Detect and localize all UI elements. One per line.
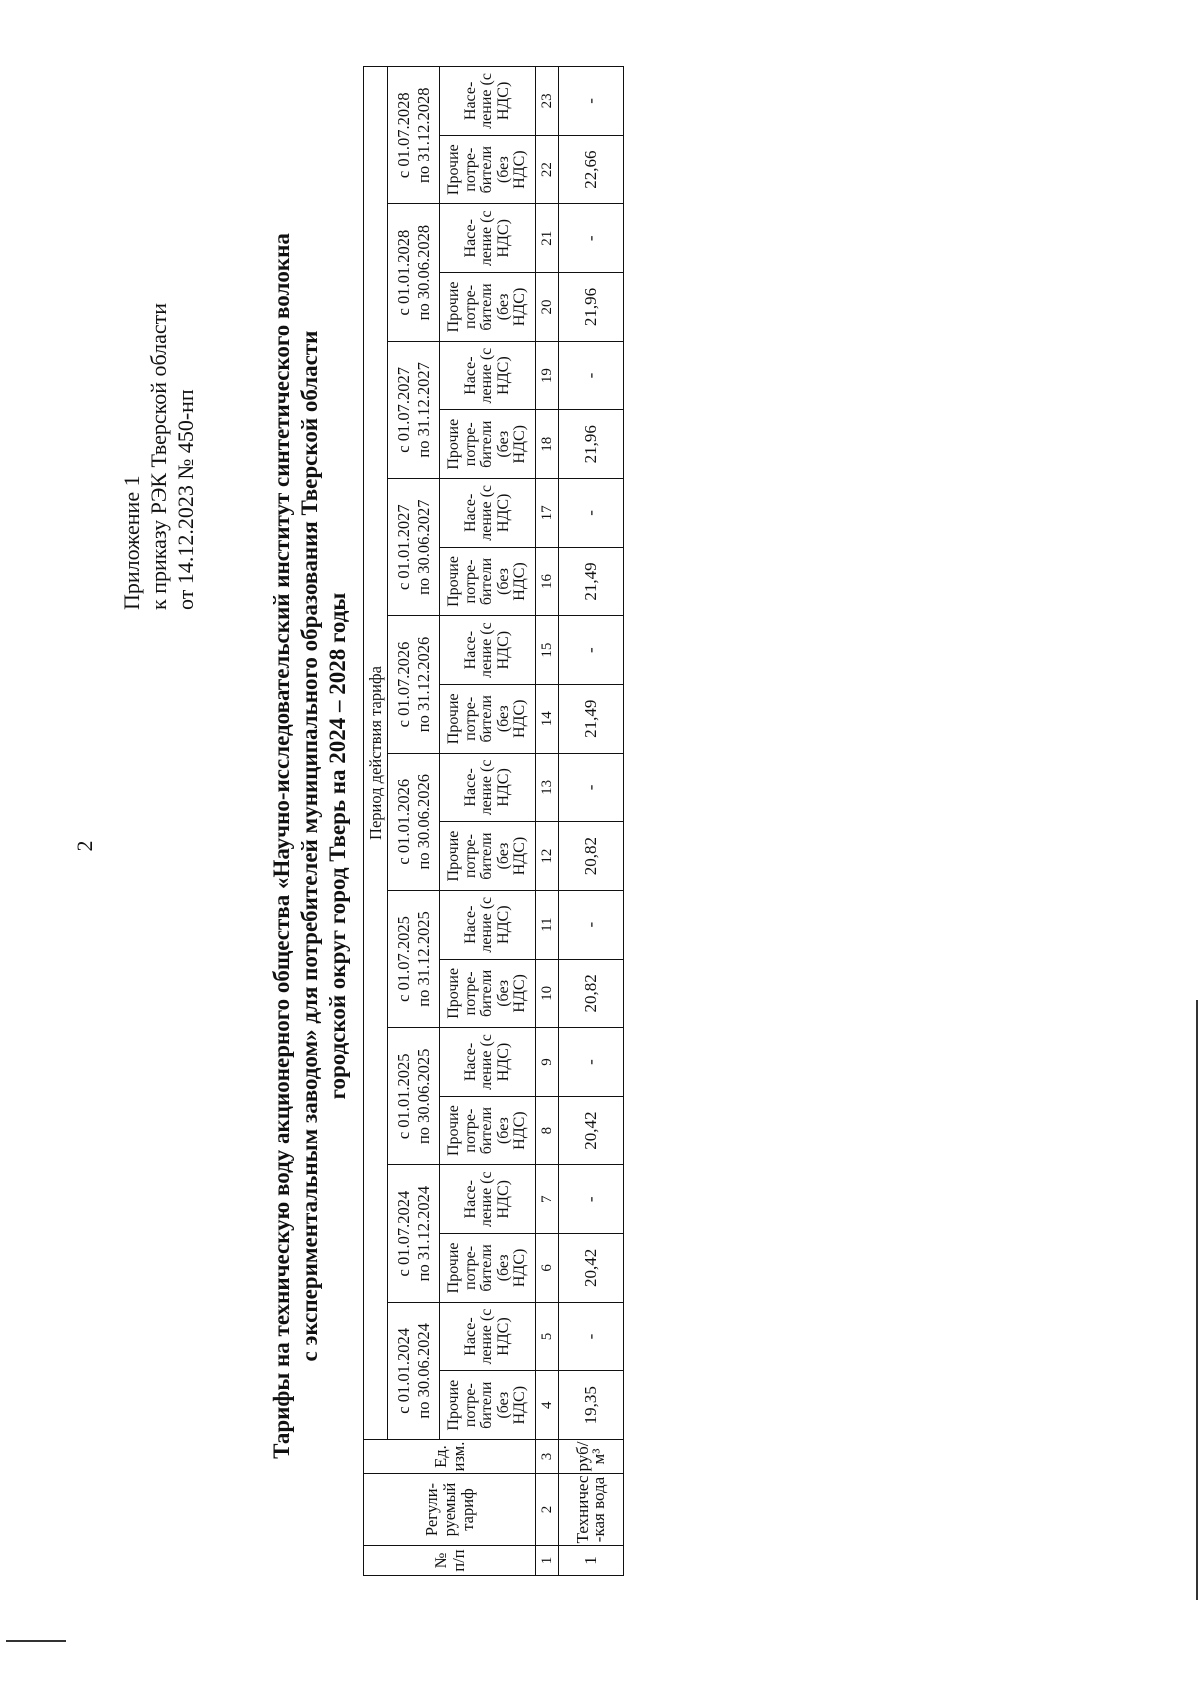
period-from: с 01.01.2026 xyxy=(393,778,413,865)
column-number: 18 xyxy=(536,410,559,479)
tariff-value: - xyxy=(559,753,624,822)
period-cell xyxy=(388,479,440,616)
tariff-value: - xyxy=(559,341,624,410)
header-row xyxy=(364,67,388,1576)
column-number: 9 xyxy=(536,1028,559,1097)
header-tariff: Регули-руемый тариф xyxy=(364,1474,536,1546)
row-tariff: Техничес-кая вода xyxy=(559,1474,624,1546)
column-number: 21 xyxy=(536,204,559,273)
period-from: с 01.07.2026 xyxy=(393,641,413,728)
period-from: с 01.01.2027 xyxy=(393,504,413,591)
tariff-value: 20,82 xyxy=(559,959,624,1028)
column-number: 10 xyxy=(536,959,559,1028)
period-row xyxy=(388,67,440,1576)
period-cell xyxy=(388,616,440,753)
period-to: по 30.06.2026 xyxy=(413,774,433,870)
consumer-row xyxy=(440,67,536,1576)
appendix-block xyxy=(118,190,199,610)
period-to: по 31.12.2027 xyxy=(413,362,433,458)
period-from: с 01.07.2028 xyxy=(393,92,413,179)
period-from: с 01.01.2025 xyxy=(393,1053,413,1140)
header-num: № п/п xyxy=(364,1546,536,1576)
period-cell xyxy=(388,341,440,478)
period-to: по 30.06.2028 xyxy=(413,224,433,321)
consumer-other: Прочие потре-бители (без НДС) xyxy=(440,410,536,479)
tariff-table xyxy=(363,66,624,1576)
header-period: Период действия тарифа xyxy=(364,67,388,1440)
consumer-population: Насе-ление (с НДС) xyxy=(440,1302,536,1371)
consumer-population: Насе-ление (с НДС) xyxy=(440,204,536,273)
period-cell xyxy=(388,67,440,204)
period-to: по 31.12.2024 xyxy=(413,1185,433,1282)
title-line: городской округ город Тверь на 2024 – 2028 годы xyxy=(325,592,350,1100)
row-unit: руб/м³ xyxy=(559,1440,624,1474)
column-number: 19 xyxy=(536,341,559,410)
tariff-value: 21,96 xyxy=(559,410,624,479)
column-number: 6 xyxy=(536,1234,559,1303)
tariff-value: 21,49 xyxy=(559,684,624,753)
period-to: по 31.12.2025 xyxy=(413,911,433,1007)
header-unit: Ед. изм. xyxy=(364,1440,536,1474)
period-to: по 30.06.2024 xyxy=(413,1323,433,1419)
column-number: 3 xyxy=(536,1440,559,1474)
tariff-value: 22,66 xyxy=(559,135,624,204)
appendix-line: от 14.12.2023 № 450-нп xyxy=(173,389,198,610)
consumer-other: Прочие потре-бители (без НДС) xyxy=(440,822,536,891)
period-cell xyxy=(388,1028,440,1165)
consumer-other: Прочие потре-бители (без НДС) xyxy=(440,1234,536,1303)
period-cell xyxy=(388,890,440,1027)
period-to: по 31.12.2026 xyxy=(413,636,433,733)
column-number: 16 xyxy=(536,547,559,616)
column-number: 7 xyxy=(536,1165,559,1234)
period-cell xyxy=(388,1302,440,1439)
period-cell xyxy=(388,753,440,890)
column-number: 8 xyxy=(536,1096,559,1165)
period-to: по 31.12.2028 xyxy=(413,87,433,183)
consumer-population: Насе-ление (с НДС) xyxy=(440,1028,536,1097)
consumer-population: Насе-ление (с НДС) xyxy=(440,479,536,548)
tariff-value: 21,96 xyxy=(559,273,624,342)
consumer-population: Насе-ление (с НДС) xyxy=(440,67,536,136)
consumer-population: Насе-ление (с НДС) xyxy=(440,616,536,685)
period-cell xyxy=(388,204,440,341)
tariff-value: 21,49 xyxy=(559,547,624,616)
title-line: с экспериментальным заводом» для потребителей муниципального образования Тверской области xyxy=(297,330,322,1362)
tariff-value: 20,82 xyxy=(559,822,624,891)
table-row xyxy=(559,67,624,1576)
column-number: 1 xyxy=(536,1546,559,1576)
column-number: 13 xyxy=(536,753,559,822)
period-to: по 30.06.2025 xyxy=(413,1048,433,1145)
column-number: 14 xyxy=(536,684,559,753)
column-number: 23 xyxy=(536,67,559,136)
tariff-value: - xyxy=(559,616,624,685)
consumer-other: Прочие потре-бители (без НДС) xyxy=(440,1371,536,1440)
appendix-line: к приказу РЭК Тверской области xyxy=(146,302,171,610)
consumer-population: Насе-ление (с НДС) xyxy=(440,1165,536,1234)
consumer-other: Прочие потре-бители (без НДС) xyxy=(440,547,536,616)
tariff-value: - xyxy=(559,890,624,959)
tariff-value: - xyxy=(559,479,624,548)
column-number: 22 xyxy=(536,135,559,204)
column-number: 11 xyxy=(536,890,559,959)
period-from: с 01.01.2024 xyxy=(393,1328,413,1414)
consumer-population: Насе-ление (с НДС) xyxy=(440,753,536,822)
column-number: 15 xyxy=(536,616,559,685)
period-from: с 01.07.2027 xyxy=(393,367,413,453)
title-line: Тарифы на техническую воду акционерного общества «Научно-исследовательский институт синтетического волокна xyxy=(269,233,294,1459)
tariff-value: - xyxy=(559,1165,624,1234)
period-from: с 01.07.2024 xyxy=(393,1190,413,1277)
consumer-other: Прочие потре-бители (без НДС) xyxy=(440,684,536,753)
period-from: с 01.01.2028 xyxy=(393,229,413,316)
row-num: 1 xyxy=(559,1546,624,1576)
column-number: 17 xyxy=(536,479,559,548)
tariff-value: 20,42 xyxy=(559,1234,624,1303)
tariff-value: - xyxy=(559,204,624,273)
consumer-other: Прочие потре-бители (без НДС) xyxy=(440,959,536,1028)
consumer-other: Прочие потре-бители (без НДС) xyxy=(440,135,536,204)
document-title xyxy=(268,196,352,1496)
column-number: 4 xyxy=(536,1371,559,1440)
column-number: 5 xyxy=(536,1302,559,1371)
tariff-value: - xyxy=(559,67,624,136)
consumer-population: Насе-ление (с НДС) xyxy=(440,341,536,410)
period-from: с 01.07.2025 xyxy=(393,916,413,1002)
period-cell xyxy=(388,1165,440,1302)
consumer-other: Прочие потре-бители (без НДС) xyxy=(440,273,536,342)
consumer-population: Насе-ление (с НДС) xyxy=(440,890,536,959)
page-number: 2 xyxy=(72,840,97,852)
tariff-value: 20,42 xyxy=(559,1096,624,1165)
period-to: по 30.06.2027 xyxy=(413,499,433,595)
tariff-value: 19,35 xyxy=(559,1371,624,1440)
column-number-row xyxy=(536,67,559,1576)
column-number: 12 xyxy=(536,822,559,891)
appendix-line: Приложение 1 xyxy=(119,475,144,610)
tariff-value: - xyxy=(559,1028,624,1097)
tariff-value: - xyxy=(559,1302,624,1371)
column-number: 20 xyxy=(536,273,559,342)
column-number: 2 xyxy=(536,1474,559,1546)
consumer-other: Прочие потре-бители (без НДС) xyxy=(440,1096,536,1165)
